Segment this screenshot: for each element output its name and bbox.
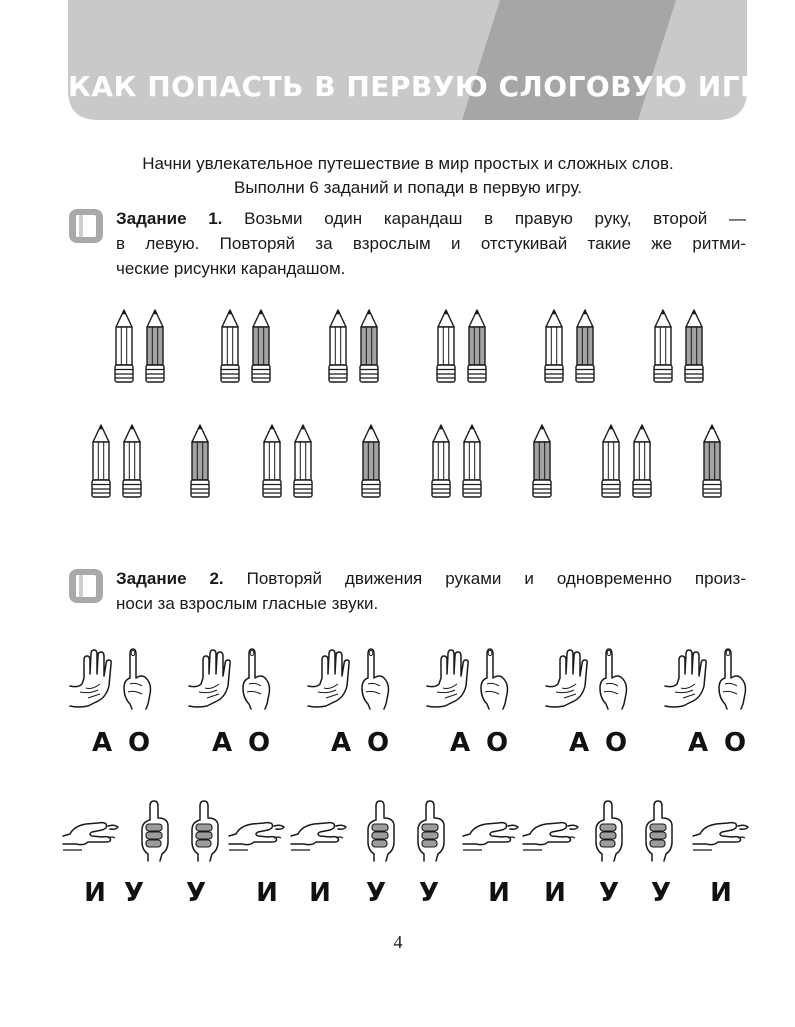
task-1-title: Задание 1. bbox=[116, 209, 223, 228]
vowel-letter-r1-4: О bbox=[247, 728, 271, 758]
vowel-letter-r1-12: О bbox=[723, 728, 747, 758]
vowel-letter-r2-2: У bbox=[123, 878, 145, 908]
pencil-white-r1-7 bbox=[435, 309, 457, 383]
pencil-white-r2-7 bbox=[430, 424, 452, 498]
task-2-line-1: Задание 2. Повторяй движения руками и одновременно произ- bbox=[116, 569, 746, 588]
pencil-white-r1-11 bbox=[652, 309, 674, 383]
pencil-gray-r1-6 bbox=[358, 309, 380, 383]
vowel-letter-r1-2: О bbox=[127, 728, 151, 758]
pointing-finger-hand-icon-2 bbox=[239, 648, 273, 715]
pencil-white-r2-4 bbox=[261, 424, 283, 498]
vowel-letter-r2-1: И bbox=[84, 878, 106, 908]
task-1-line-3: ческие рисунки карандашом. bbox=[116, 259, 346, 278]
vowel-letter-r2-9: И bbox=[544, 878, 566, 908]
c-shape-hand-icon-5 bbox=[290, 814, 352, 859]
vowel-letter-r2-6: У bbox=[365, 878, 387, 908]
pencil-gray-r2-9 bbox=[531, 424, 553, 498]
pencil-gray-r2-12 bbox=[701, 424, 723, 498]
task-1-line-1: Задание 1. Возьми один карандаш в правую руку, второй — bbox=[116, 209, 746, 228]
pencil-white-r1-3 bbox=[219, 309, 241, 383]
book-icon bbox=[68, 568, 104, 604]
vowel-letter-r1-1: А bbox=[91, 728, 113, 758]
thumbs-up-hand-icon-6 bbox=[364, 800, 398, 867]
c-shape-hand-icon-12 bbox=[692, 814, 754, 859]
vowel-letter-r1-8: О bbox=[485, 728, 509, 758]
thumbs-up-hand-icon-3 bbox=[188, 800, 222, 867]
pencil-gray-r1-2 bbox=[144, 309, 166, 383]
vowel-letter-r2-10: У bbox=[598, 878, 620, 908]
pencil-gray-r1-8 bbox=[466, 309, 488, 383]
pencil-white-r1-1 bbox=[113, 309, 135, 383]
pencil-white-r2-2 bbox=[121, 424, 143, 498]
pointing-finger-hand-icon-1 bbox=[120, 648, 154, 715]
vowel-letter-r2-8: И bbox=[488, 878, 510, 908]
task-1-text bbox=[116, 206, 746, 281]
task-2-text bbox=[116, 566, 746, 616]
pencil-white-r2-8 bbox=[461, 424, 483, 498]
intro-line-2: Выполни 6 заданий и попади в первую игру. bbox=[234, 178, 582, 197]
open-palm-hand-icon-5 bbox=[544, 648, 596, 715]
intro-line-1: Начни увлекательное путешествие в мир простых и сложных слов. bbox=[142, 154, 674, 173]
open-palm-hand-icon-1 bbox=[68, 648, 120, 715]
book-icon bbox=[68, 208, 104, 244]
open-palm-hand-icon-3 bbox=[306, 648, 358, 715]
thumbs-up-hand-icon-11 bbox=[642, 800, 676, 867]
open-palm-hand-icon-4 bbox=[425, 648, 477, 715]
vowel-letter-r2-12: И bbox=[710, 878, 732, 908]
task-2 bbox=[68, 566, 748, 622]
vowel-letter-r2-3: У bbox=[185, 878, 207, 908]
c-shape-hand-icon-9 bbox=[522, 814, 584, 859]
vowel-letter-r1-5: А bbox=[330, 728, 352, 758]
vowel-letter-r1-6: О bbox=[366, 728, 390, 758]
vowel-letter-r1-10: О bbox=[604, 728, 628, 758]
pencil-gray-r2-6 bbox=[360, 424, 382, 498]
c-shape-hand-icon-8 bbox=[462, 814, 524, 859]
pencil-gray-r1-4 bbox=[250, 309, 272, 383]
task-2-line-2: носи за взрослым гласные звуки. bbox=[116, 594, 379, 613]
c-shape-hand-icon-1 bbox=[62, 814, 124, 859]
task-1-line-2: в левую. Повторяй за взрослым и отстукивай такие же ритми- bbox=[116, 234, 746, 253]
pointing-finger-hand-icon-3 bbox=[358, 648, 392, 715]
pencil-gray-r1-12 bbox=[683, 309, 705, 383]
vowel-letter-r2-5: И bbox=[309, 878, 331, 908]
vowel-letter-r1-9: А bbox=[568, 728, 590, 758]
vowel-letter-r1-3: А bbox=[211, 728, 233, 758]
pointing-finger-hand-icon-6 bbox=[715, 648, 749, 715]
pencil-white-r2-10 bbox=[600, 424, 622, 498]
pencil-white-r2-1 bbox=[90, 424, 112, 498]
thumbs-up-hand-icon-10 bbox=[592, 800, 626, 867]
thumbs-up-hand-icon-2 bbox=[138, 800, 172, 867]
pointing-finger-hand-icon-4 bbox=[477, 648, 511, 715]
pointing-finger-hand-icon-5 bbox=[596, 648, 630, 715]
vowel-letter-r1-11: А bbox=[687, 728, 709, 758]
vowel-letter-r2-11: У bbox=[650, 878, 672, 908]
open-palm-hand-icon-2 bbox=[187, 648, 239, 715]
pencil-white-r1-9 bbox=[543, 309, 565, 383]
task-1 bbox=[68, 206, 748, 286]
vowel-letter-r1-7: А bbox=[449, 728, 471, 758]
pencil-white-r1-5 bbox=[327, 309, 349, 383]
vowel-letter-r2-7: У bbox=[418, 878, 440, 908]
page-number: 4 bbox=[393, 932, 403, 952]
intro-text bbox=[72, 152, 744, 200]
pencil-white-r2-5 bbox=[292, 424, 314, 498]
pencil-gray-r2-3 bbox=[189, 424, 211, 498]
c-shape-hand-icon-4 bbox=[228, 814, 290, 859]
pencil-gray-r1-10 bbox=[574, 309, 596, 383]
open-palm-hand-icon-6 bbox=[663, 648, 715, 715]
thumbs-up-hand-icon-7 bbox=[414, 800, 448, 867]
pencil-white-r2-11 bbox=[631, 424, 653, 498]
vowel-letter-r2-4: И bbox=[256, 878, 278, 908]
page-title: КАК ПОПАСТЬ В ПЕРВУЮ СЛОГОВУЮ ИГРУ bbox=[68, 70, 784, 103]
task-2-title: Задание 2. bbox=[116, 569, 224, 588]
